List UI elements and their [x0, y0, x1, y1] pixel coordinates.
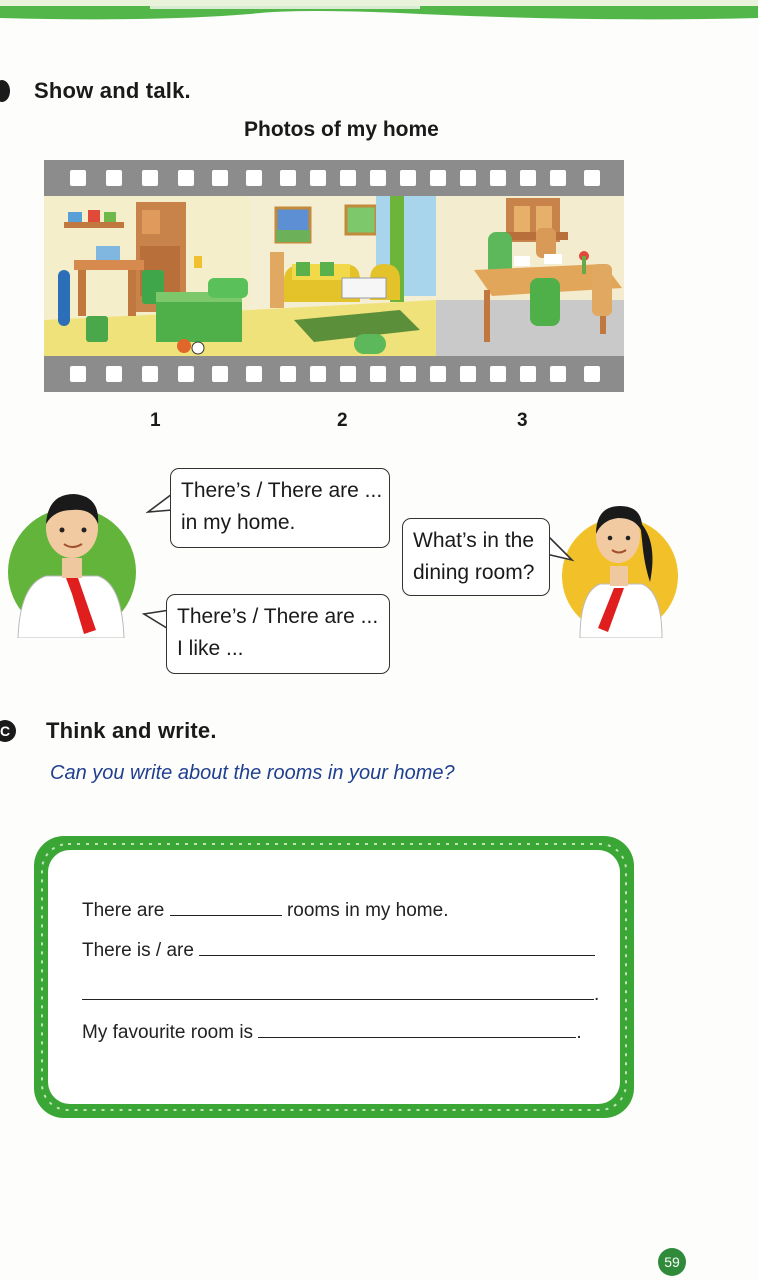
speech-bubble-girl: [402, 518, 550, 596]
living-room-photo: [250, 196, 436, 356]
girl-illustration: [562, 492, 678, 638]
photo-number-2: 2: [337, 410, 348, 431]
photo-number-1: 1: [150, 410, 161, 431]
bedroom-photo: [44, 196, 250, 356]
photos-title: Photos of my home: [244, 118, 439, 141]
continuation-blank[interactable]: [82, 985, 594, 1000]
writing-text: .: [576, 1022, 582, 1043]
writing-line-2: [82, 940, 595, 962]
bubble-text-line: What’s in the: [413, 529, 535, 552]
bubble-text-line: dining room?: [413, 561, 535, 584]
there-is-are-blank[interactable]: [199, 941, 595, 956]
speech-bubble-boy-bottom: [166, 594, 390, 674]
writing-line-4: [82, 1022, 582, 1044]
boy-illustration: [6, 484, 138, 638]
favourite-room-blank[interactable]: [258, 1023, 576, 1038]
writing-line-3: [82, 984, 599, 1006]
bubble-text-line: in my home.: [181, 511, 296, 534]
speech-bubble-boy-top: [170, 468, 390, 548]
writing-text: rooms in my home.: [286, 900, 449, 921]
writing-text: .: [594, 984, 600, 1005]
top-decorative-bar: [0, 0, 758, 22]
writing-frame: [30, 832, 638, 1122]
photo-number-3: 3: [517, 410, 528, 431]
writing-text: There are: [82, 900, 165, 921]
writing-text: My favourite room is: [82, 1022, 254, 1043]
section-marker-b: [0, 80, 10, 102]
page-number-badge: 59: [658, 1248, 686, 1276]
section-marker-c: C: [0, 720, 16, 742]
show-and-talk-heading: Show and talk.: [34, 78, 191, 103]
dining-room-photo: [436, 196, 624, 356]
rooms-count-blank[interactable]: [170, 901, 282, 916]
bubble-text-line: I like ...: [177, 637, 244, 660]
writing-text: There is / are: [82, 940, 194, 961]
writing-prompt: Can you write about the rooms in your home?: [50, 762, 455, 784]
bubble-text-line: There’s / There are ...: [181, 479, 383, 502]
bubble-text-line: There’s / There are ...: [177, 605, 379, 628]
writing-line-1: [82, 900, 448, 922]
think-and-write-heading: Think and write.: [46, 718, 217, 743]
photo-filmstrip: [44, 160, 624, 392]
